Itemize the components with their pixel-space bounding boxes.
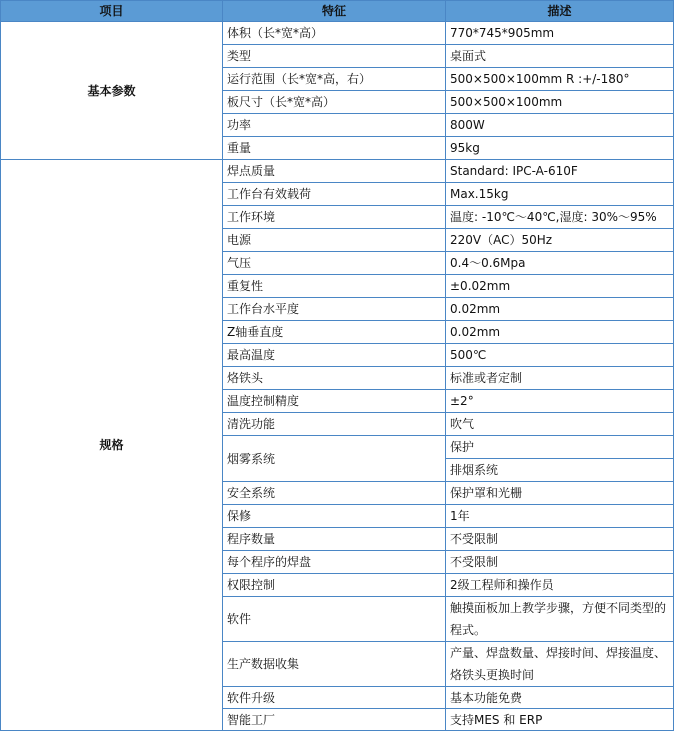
desc-cell: 220V（AC）50Hz <box>446 229 674 252</box>
desc-cell: 支持MES 和 ERP <box>446 709 674 731</box>
feature-cell: 生产数据收集 <box>223 642 446 687</box>
desc-cell: 1年 <box>446 505 674 528</box>
desc-cell: 不受限制 <box>446 528 674 551</box>
desc-cell: 800W <box>446 114 674 137</box>
table-row <box>1 160 674 183</box>
feature-cell: 焊点质量 <box>223 160 446 183</box>
desc-cell: ±0.02mm <box>446 275 674 298</box>
desc-cell: Standard: IPC-A-610F <box>446 160 674 183</box>
feature-cell: 重复性 <box>223 275 446 298</box>
desc-cell: 770*745*905mm <box>446 22 674 45</box>
feature-cell: Z轴垂直度 <box>223 321 446 344</box>
feature-cell: 软件 <box>223 597 446 642</box>
group-basic-params: 基本参数 <box>1 22 223 160</box>
feature-cell: 温度控制精度 <box>223 390 446 413</box>
table-row <box>1 22 674 45</box>
feature-cell: 智能工厂 <box>223 709 446 731</box>
desc-cell: 不受限制 <box>446 551 674 574</box>
desc-cell: 产量、焊盘数量、焊接时间、焊接温度、烙铁头更换时间 <box>446 642 674 687</box>
feature-cell: 体积（长*宽*高） <box>223 22 446 45</box>
desc-cell: 保护罩和光栅 <box>446 482 674 505</box>
feature-cell: 安全系统 <box>223 482 446 505</box>
desc-cell: 0.02mm <box>446 321 674 344</box>
feature-cell: 气压 <box>223 252 446 275</box>
feature-cell: 程序数量 <box>223 528 446 551</box>
feature-cell: 每个程序的焊盘 <box>223 551 446 574</box>
desc-cell: 500×500×100mm <box>446 91 674 114</box>
feature-cell: 烟雾系统 <box>223 436 446 482</box>
header-description: 描述 <box>446 1 674 22</box>
desc-cell: 500℃ <box>446 344 674 367</box>
feature-cell: 运行范围（长*宽*高，右） <box>223 68 446 91</box>
feature-cell: 工作台有效载荷 <box>223 183 446 206</box>
feature-cell: 工作台水平度 <box>223 298 446 321</box>
feature-cell: 保修 <box>223 505 446 528</box>
desc-cell: 2级工程师和操作员 <box>446 574 674 597</box>
header-row <box>1 1 674 22</box>
desc-cell: ±2° <box>446 390 674 413</box>
feature-cell: 功率 <box>223 114 446 137</box>
feature-cell: 清洗功能 <box>223 413 446 436</box>
desc-cell: 0.02mm <box>446 298 674 321</box>
desc-cell: Max.15kg <box>446 183 674 206</box>
feature-cell: 重量 <box>223 137 446 160</box>
feature-cell: 权限控制 <box>223 574 446 597</box>
feature-cell: 烙铁头 <box>223 367 446 390</box>
feature-cell: 类型 <box>223 45 446 68</box>
desc-cell: 保护 <box>446 436 674 459</box>
desc-cell: 基本功能免费 <box>446 687 674 709</box>
desc-cell: 95kg <box>446 137 674 160</box>
desc-cell: 排烟系统 <box>446 459 674 482</box>
feature-cell: 板尺寸（长*宽*高） <box>223 91 446 114</box>
desc-cell: 温度: -10℃～40℃,湿度: 30%～95% <box>446 206 674 229</box>
desc-cell: 触摸面板加上教学步骤，方便不同类型的程式。 <box>446 597 674 642</box>
feature-cell: 软件升级 <box>223 687 446 709</box>
feature-cell: 电源 <box>223 229 446 252</box>
desc-cell: 标准或者定制 <box>446 367 674 390</box>
header-item: 项目 <box>1 1 223 22</box>
desc-cell: 桌面式 <box>446 45 674 68</box>
group-specifications: 规格 <box>1 160 223 731</box>
desc-cell: 500×500×100mm R :+/-180° <box>446 68 674 91</box>
feature-cell: 最高温度 <box>223 344 446 367</box>
desc-cell: 吹气 <box>446 413 674 436</box>
feature-cell: 工作环境 <box>223 206 446 229</box>
desc-cell: 0.4～0.6Mpa <box>446 252 674 275</box>
header-feature: 特征 <box>223 1 446 22</box>
